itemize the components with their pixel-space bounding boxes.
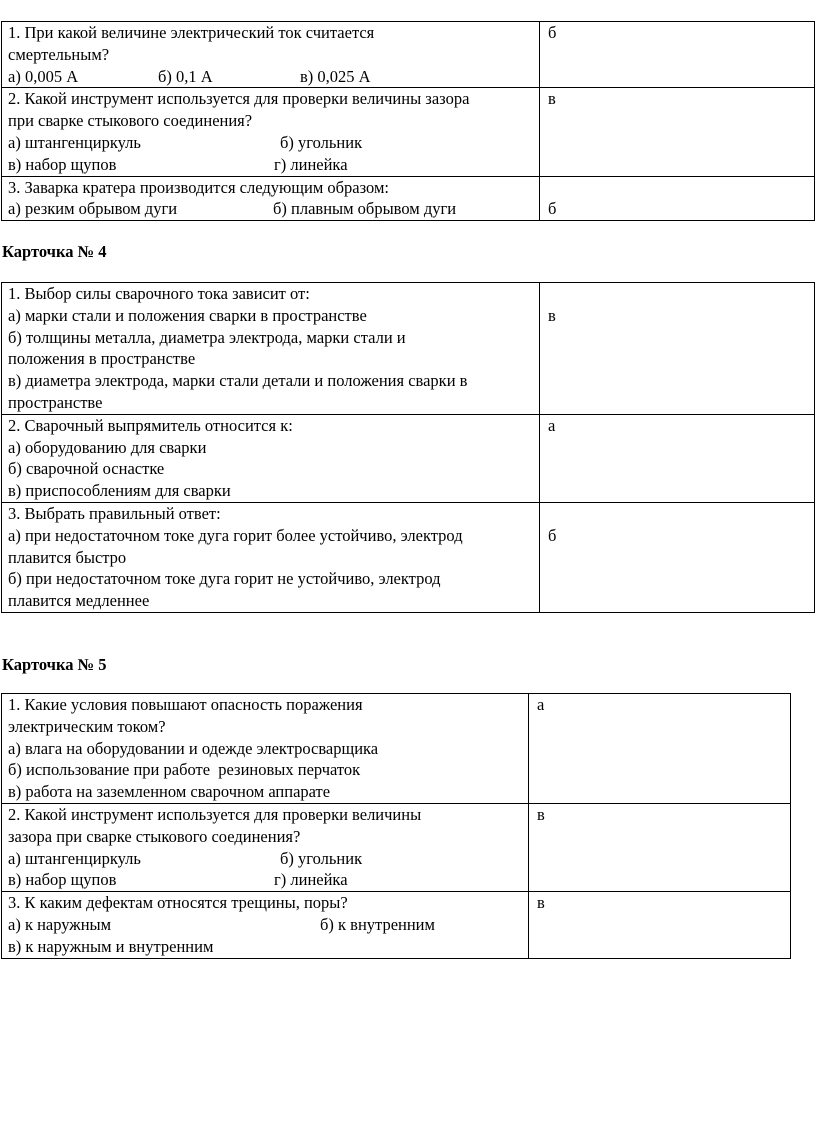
question-cell — [2, 283, 540, 415]
option-b: плавится медленнее — [8, 591, 150, 611]
option-d: г) линейка — [274, 870, 348, 890]
option-a: а) марки стали и положения сварки в пространстве — [8, 305, 367, 325]
question-text: 1. Какие условия повышают опасность поражения — [8, 695, 363, 714]
options-line — [8, 132, 533, 154]
answer-text: в — [537, 804, 545, 824]
card-title: Карточка № 5 — [2, 655, 107, 674]
question-cell — [2, 22, 540, 88]
option-a: а) оборудованию для сварки — [8, 437, 207, 457]
card5-table — [1, 693, 791, 959]
option-c: в) приспособлениям для сварки — [8, 481, 231, 501]
answer-text: а — [537, 695, 545, 714]
question-text: 3. Выбрать правильный ответ: — [8, 503, 221, 523]
option-b: положения в пространстве — [8, 349, 196, 369]
option-a: а) влага на оборудовании и одежде электросварщика — [8, 738, 379, 758]
answer-cell — [540, 502, 815, 612]
answer-text: б — [548, 199, 557, 219]
question-text: при сварке стыкового соединения? — [8, 111, 253, 131]
table-row — [2, 892, 791, 958]
option-a: плавится быстро — [8, 547, 127, 567]
option-a: а) 0,005 А — [8, 66, 79, 86]
card4-table — [1, 282, 815, 613]
answer-cell — [540, 176, 815, 221]
answer-text: в — [537, 893, 545, 913]
option-a: а) при недостаточном токе дуга горит более устойчиво, электрод — [8, 525, 463, 545]
answer-text: а — [548, 415, 556, 435]
option-b: б) толщины металла, диаметра электрода, марки стали и — [8, 327, 406, 347]
question-text: 2. Сварочный выпрямитель относится к: — [8, 415, 293, 435]
option-c: в) 0,025 А — [300, 66, 371, 86]
table-row — [2, 502, 815, 612]
option-b: б) к внутренним — [320, 914, 435, 934]
table-row — [2, 283, 815, 415]
option-b: б) угольник — [280, 132, 363, 152]
answer-text: в — [548, 89, 556, 109]
question-cell — [2, 502, 540, 612]
options-line — [8, 154, 533, 176]
option-d: г) линейка — [274, 154, 348, 174]
question-text: 2. Какой инструмент используется для проверки величины зазора — [8, 89, 470, 109]
option-a: а) к наружным — [8, 914, 112, 934]
question-cell — [2, 414, 540, 502]
question-text: 1. Выбор силы сварочного тока зависит от: — [8, 284, 310, 303]
option-c: пространстве — [8, 392, 103, 412]
answer-cell — [529, 803, 791, 891]
option-c: в) работа на заземленном сварочном аппарате — [8, 782, 331, 802]
option-b: б) плавным обрывом дуги — [273, 199, 457, 219]
card3-table — [1, 21, 815, 221]
question-cell — [2, 88, 540, 176]
question-cell — [2, 694, 529, 804]
option-a: а) штангенциркуль — [8, 132, 141, 152]
option-a: а) штангенциркуль — [8, 848, 141, 868]
option-c: в) набор щупов — [8, 870, 117, 890]
option-b: б) при недостаточном токе дуга горит не устойчиво, электрод — [8, 569, 441, 589]
question-text: зазора при сварке стыкового соединения? — [8, 826, 301, 846]
answer-text: б — [548, 23, 557, 42]
table-row — [2, 176, 815, 221]
answer-cell — [540, 283, 815, 415]
question-text: 3. К каким дефектам относятся трещины, поры? — [8, 893, 348, 913]
question-cell — [2, 803, 529, 891]
question-text: 1. При какой величине электрический ток считается — [8, 23, 375, 42]
options-line — [8, 66, 533, 88]
question-cell — [2, 176, 540, 221]
option-b: б) использование при работе резиновых перчаток — [8, 760, 361, 780]
answer-text: в — [548, 306, 556, 325]
options-line — [8, 198, 533, 220]
option-c: в) к наружным и внутренним — [8, 936, 214, 956]
question-text: электрическим током? — [8, 716, 166, 736]
answer-cell — [540, 88, 815, 176]
options-line — [8, 914, 522, 936]
option-c: в) диаметра электрода, марки стали детали и положения сварки в — [8, 371, 468, 391]
table-row — [2, 414, 815, 502]
answer-cell — [540, 22, 815, 88]
table-row — [2, 694, 791, 804]
question-text: 2. Какой инструмент используется для проверки величины — [8, 804, 422, 824]
options-line — [8, 848, 522, 870]
table-row — [2, 88, 815, 176]
option-c: в) набор щупов — [8, 154, 117, 174]
question-text: смертельным? — [8, 44, 110, 64]
answer-cell — [529, 694, 791, 804]
question-text: 3. Заварка кратера производится следующим образом: — [8, 177, 389, 197]
option-b: б) 0,1 А — [158, 66, 213, 86]
option-b: б) угольник — [280, 848, 363, 868]
option-a: а) резким обрывом дуги — [8, 199, 178, 219]
table-row — [2, 22, 815, 88]
answer-cell — [540, 414, 815, 502]
answer-cell — [529, 892, 791, 958]
card-title: Карточка № 4 — [2, 242, 107, 261]
option-b: б) сварочной оснастке — [8, 459, 165, 479]
answer-text: б — [548, 525, 557, 545]
table-row — [2, 803, 791, 891]
options-line — [8, 869, 522, 891]
question-cell — [2, 892, 529, 958]
